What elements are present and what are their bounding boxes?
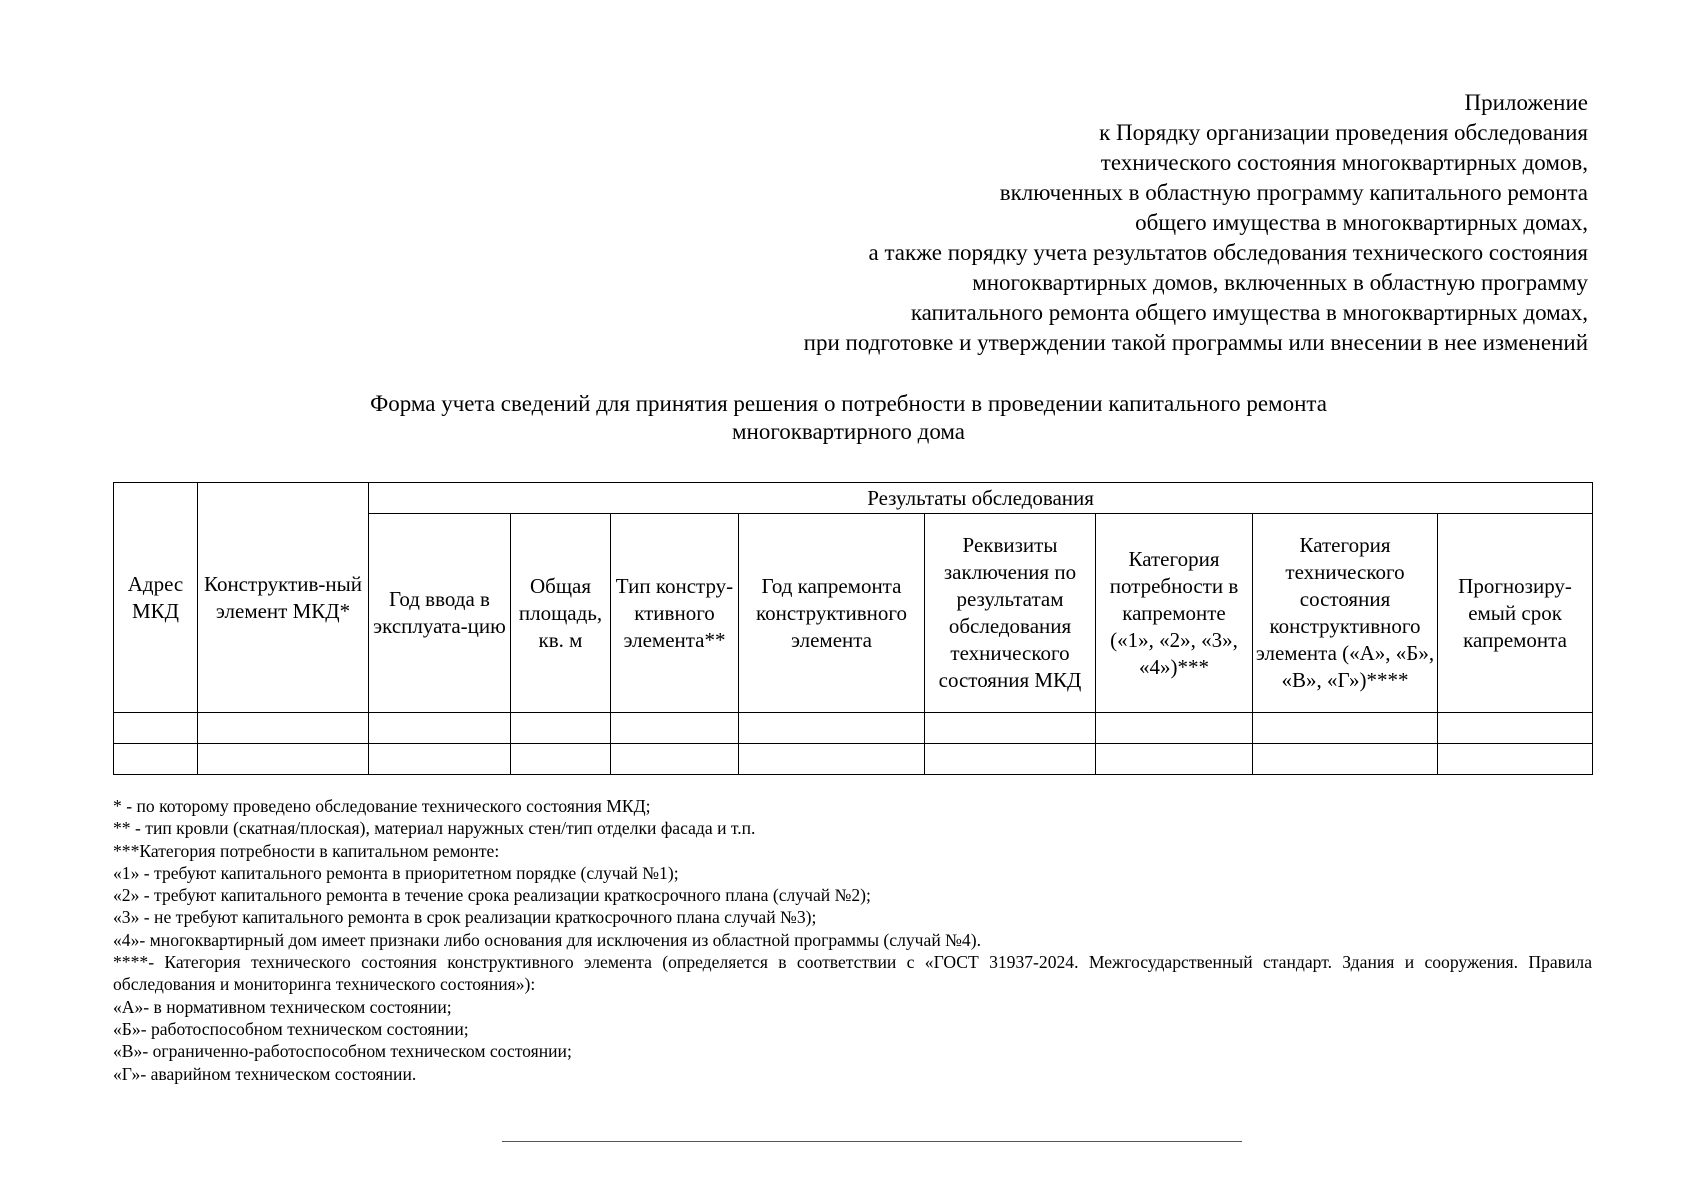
table-row: [114, 744, 1593, 775]
table-cell[interactable]: [739, 713, 925, 744]
header-forecast-term: Прогнозиру-емый срок капремонта: [1438, 514, 1593, 713]
table-cell[interactable]: [1438, 713, 1593, 744]
footnote-category-g: «Г»- аварийном техническом состоянии.: [113, 1063, 417, 1084]
header-conclusion-details: Реквизиты заключения по результатам обследования технического состояния МКД: [925, 514, 1096, 713]
table-cell[interactable]: [198, 744, 369, 775]
footnote-line: «2» - требуют капитального ремонта в течение срока реализации краткосрочного плана (случай №2);: [113, 885, 871, 906]
table-cell[interactable]: [511, 713, 611, 744]
table-cell[interactable]: [1096, 744, 1253, 775]
table-cell[interactable]: [1253, 713, 1438, 744]
table-cell[interactable]: [611, 713, 739, 744]
table-cell[interactable]: [114, 744, 198, 775]
header-address: Адрес МКД: [114, 483, 198, 713]
table-cell[interactable]: [114, 713, 198, 744]
table-cell[interactable]: [1096, 713, 1253, 744]
footnote-category-v: «В»- ограниченно-работоспособном техническом состоянии;: [113, 1041, 572, 1062]
footnote-line: «3» - не требуют капитального ремонта в срок реализации краткосрочного плана случай №3);: [113, 907, 817, 928]
annex-line: а также порядку учета результатов обследования технического состояния: [868, 240, 1588, 265]
header-need-category: Категория потребности в капремонте («1», «2», «3», «4»)***: [1096, 514, 1253, 713]
annex-line: многоквартирных домов, включенных в областную программу: [972, 270, 1588, 295]
survey-form-table: [113, 482, 1593, 775]
annex-line: к Порядку организации проведения обследования: [1099, 120, 1588, 145]
annex-line: при подготовке и утверждении такой программы или внесении в нее изменений: [803, 330, 1588, 355]
form-title: [0, 390, 1697, 446]
footnote-line: ***Категория потребности в капитальном ремонте:: [113, 840, 500, 861]
table-cell[interactable]: [611, 744, 739, 775]
footnote-category-a: «А»- в нормативном техническом состоянии;: [113, 996, 452, 1017]
annex-line: Приложение: [1464, 90, 1588, 115]
table-cell[interactable]: [739, 744, 925, 775]
footnote-line: «4»- многоквартирный дом имеет признаки либо основания для исключения из областной программы (случай №4).: [113, 929, 981, 950]
table-cell[interactable]: [925, 713, 1096, 744]
header-survey-results: Результаты обследования: [369, 483, 1593, 514]
header-commissioning-year: Год ввода в эксплуата-цию: [369, 514, 511, 713]
table-cell[interactable]: [1438, 744, 1593, 775]
footnotes: [113, 795, 1592, 1085]
header-structural-element: Конструктив-ный элемент МКД*: [198, 483, 369, 713]
form-title-line-1: Форма учета сведений для принятия решения о потребности в проведении капитального ремонта: [370, 391, 1327, 416]
footnote-line: * - по которому проведено обследование технического состояния МКД;: [113, 796, 651, 816]
annex-line: капитального ремонта общего имущества в многоквартирных домах,: [910, 300, 1588, 325]
annex-line: технического состояния многоквартирных домов,: [1100, 150, 1588, 175]
table-cell[interactable]: [369, 744, 511, 775]
header-element-type: Тип констру-ктивного элемента**: [611, 514, 739, 713]
header-total-area: Общая площадь, кв. м: [511, 514, 611, 713]
footnote-category-b: «Б»- работоспособном техническом состоянии;: [113, 1018, 469, 1039]
table-row: [114, 713, 1593, 744]
table-cell[interactable]: [1253, 744, 1438, 775]
bottom-rule: [502, 1141, 1242, 1142]
annex-line: включенных в областную программу капитального ремонта: [999, 180, 1588, 205]
annex-line: общего имущества в многоквартирных домах,: [1135, 210, 1588, 235]
table-cell[interactable]: [369, 713, 511, 744]
footnote-gost: ****- Категория технического состояния конструктивного элемента (определяется в соответствии с «ГОСТ 31937-2024. Межгосударственный стандарт. Здания и сооружения. Правила обследования и мониторинга технического состояния»):: [113, 952, 1592, 995]
table-cell[interactable]: [198, 713, 369, 744]
table-cell[interactable]: [925, 744, 1096, 775]
table-cell[interactable]: [511, 744, 611, 775]
form-title-line-2: многоквартирного дома: [731, 419, 965, 444]
header-condition-category: Категория технического состояния конструктивного элемента («А», «Б», «В», «Г»)****: [1253, 514, 1438, 713]
footnote-line: ** - тип кровли (скатная/плоская), материал наружных стен/тип отделки фасада и т.п.: [113, 818, 756, 839]
footnote-line: «1» - требуют капитального ремонта в приоритетном порядке (случай №1);: [113, 862, 679, 883]
annex-header: [488, 88, 1588, 358]
header-repair-year: Год капремонта конструктивного элемента: [739, 514, 925, 713]
